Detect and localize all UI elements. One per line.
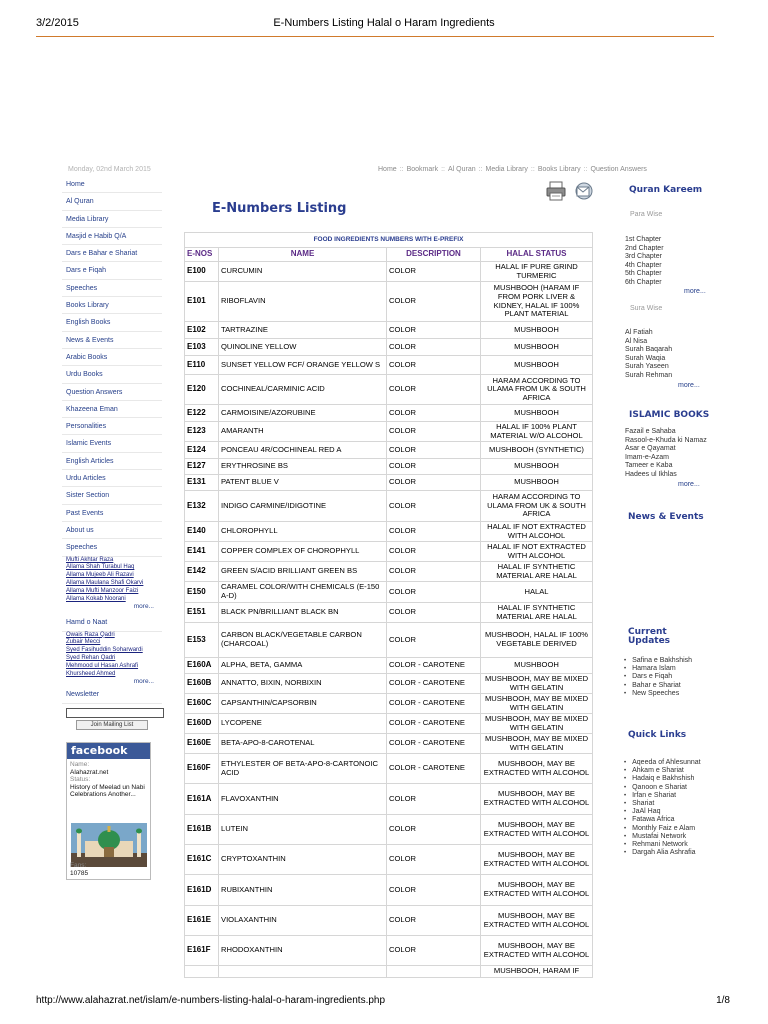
islamic-books-heading: ISLAMIC BOOKS (629, 410, 710, 420)
facebook-logo[interactable]: facebook (67, 743, 150, 759)
chapter-list (625, 236, 664, 288)
description-cell: COLOR (387, 405, 481, 422)
list-item[interactable]: • Dargah Alia Ashrafia (624, 849, 701, 857)
column-header-name: NAME (219, 248, 387, 262)
naat-more-link[interactable]: more... (133, 678, 154, 686)
e-number-cell: E161D (185, 875, 219, 906)
halal-status-cell: HALAL IF NOT EXTRACTED WITH ALCOHOL (481, 542, 593, 562)
list-item[interactable]: • Shariat (624, 800, 701, 808)
table-row (185, 603, 593, 623)
ingredient-name-cell: INDIGO CARMINE/IDIGOTINE (219, 491, 387, 522)
page-title: E-Numbers Listing (212, 201, 347, 216)
list-item[interactable]: Al Fatiah (625, 329, 653, 336)
sidebar-item-sister-section[interactable]: Sister Section (62, 487, 162, 504)
books-list (625, 428, 707, 480)
mosque-image (71, 823, 147, 867)
e-number-cell: E153 (185, 623, 219, 658)
list-item[interactable]: 1st Chapter (625, 236, 662, 243)
table-row (185, 815, 593, 845)
list-item[interactable]: 2nd Chapter (625, 244, 664, 252)
speeches-list (62, 557, 162, 604)
description-cell: COLOR - CAROTENE (387, 734, 481, 754)
list-item[interactable]: • Dars e Fiqah (624, 673, 692, 681)
e-number-cell: E132 (185, 491, 219, 522)
list-item[interactable]: • Qanoon e Shariat (624, 784, 701, 792)
fb-status-label: Status: (70, 776, 91, 783)
table-row (185, 475, 593, 491)
ingredient-name-cell: CRYPTOXANTHIN (219, 845, 387, 875)
sidebar-item-newsletter[interactable]: Newsletter (62, 686, 162, 703)
sidebar-item-khazeena-eman[interactable]: Khazeena Eman (62, 401, 162, 418)
chapters-more-link[interactable]: more... (684, 288, 706, 295)
description-cell: COLOR - CAROTENE (387, 754, 481, 784)
list-item[interactable]: 6th Chapter (625, 278, 662, 286)
sidebar-item-masjid-e-habib-q-a[interactable]: Masjid e Habib Q/A (62, 228, 162, 245)
naat-khwan-link[interactable]: Owais Raza Qadri (66, 631, 115, 638)
table-row (185, 375, 593, 405)
e-number-cell: E160C (185, 694, 219, 714)
table-row (185, 356, 593, 375)
table-row (185, 966, 593, 978)
ingredient-name-cell: COPPER COMPLEX OF CHOROPHYLL (219, 542, 387, 562)
sidebar-item-arabic-books[interactable]: Arabic Books (62, 349, 162, 366)
halal-status-cell: MUSHBOOH, MAY BE EXTRACTED WITH ALCOHOL (481, 875, 593, 906)
sidebar-item-about-us[interactable]: About us (62, 522, 162, 539)
ingredient-name-cell: GREEN S/ACID BRILLIANT GREEN BS (219, 562, 387, 582)
table-row (185, 339, 593, 356)
naat-khwan-link[interactable]: Syed Rehan Qadri (66, 655, 116, 661)
table-row (185, 875, 593, 906)
ingredient-name-cell: BETA-APO-8-CAROTENAL (219, 734, 387, 754)
description-cell: COLOR (387, 339, 481, 356)
e-number-cell (185, 966, 219, 978)
list-item[interactable]: Rasool-e-Khuda ki Namaz (625, 436, 707, 444)
ingredient-name-cell: CARMOISINE/AZORUBINE (219, 405, 387, 422)
halal-status-cell: MUSHBOOH (481, 459, 593, 475)
ingredient-name-cell: TARTRAZINE (219, 322, 387, 339)
table-row (185, 282, 593, 322)
naat-khwan-link[interactable]: Mehmood ul Hasan Ashrafi (66, 662, 139, 669)
topnav-link-home[interactable]: Home (378, 166, 397, 173)
description-cell: COLOR (387, 322, 481, 339)
halal-status-cell: HALAL IF SYNTHETIC MATERIAL ARE HALAL (481, 603, 593, 623)
topnav-link-books-library[interactable]: Books Library (537, 166, 581, 173)
ingredient-name-cell: CURCUMIN (219, 262, 387, 282)
newsletter-email-input[interactable] (66, 708, 164, 718)
description-cell: COLOR - CAROTENE (387, 674, 481, 694)
sidebar-item-urdu-articles[interactable]: Urdu Articles (62, 470, 162, 487)
table-row (185, 582, 593, 603)
ingredient-name-cell: ETHYLESTER OF BETA-APO-8-CARTONOIC ACID (219, 754, 387, 784)
ingredient-name-cell: CARBON BLACK/VEGETABLE CARBON (CHARCOAL) (219, 623, 387, 658)
halal-status-cell: MUSHBOOH, MAY BE EXTRACTED WITH ALCOHOL (481, 815, 593, 845)
column-header-description: DESCRIPTION (387, 248, 481, 262)
column-header-halal-status: HALAL STATUS (481, 248, 593, 262)
nav-separator: :: (399, 166, 404, 173)
current-updates-heading: Current Updates (628, 627, 671, 646)
table-row (185, 522, 593, 542)
printer-icon[interactable] (547, 182, 565, 200)
speaker-link[interactable]: Allama Mufti Manzoor Faizi (66, 587, 139, 594)
halal-status-cell: HARAM ACCORDING TO ULAMA FROM UK & SOUTH AFRICA (481, 375, 593, 405)
halal-status-cell: HALAL IF PURE GRIND TURMERIC (481, 262, 593, 282)
ingredient-name-cell: AMARANTH (219, 422, 387, 442)
fb-name-label: Name: (70, 761, 90, 768)
list-item[interactable]: Asar e Qayamat (625, 445, 676, 453)
sidebar-item-personalities[interactable]: Personalities (62, 418, 162, 435)
description-cell: COLOR (387, 784, 481, 815)
list-item[interactable]: • Safina e Bakhshish (624, 657, 692, 665)
speaker-link[interactable]: Allama Mujeeb Ali Razavi (66, 572, 134, 579)
sidebar-item-urdu-books[interactable]: Urdu Books (62, 366, 162, 383)
page-tools (546, 181, 598, 206)
e-number-cell: E102 (185, 322, 219, 339)
e-numbers-table (184, 232, 593, 978)
list-item[interactable]: Hadees ul Ikhlas (625, 470, 677, 478)
topnav-link-al-quran[interactable]: Al Quran (447, 166, 476, 173)
table-row (185, 623, 593, 658)
table-row (185, 459, 593, 475)
suras-more-link[interactable]: more... (678, 382, 700, 389)
e-number-cell: E160E (185, 734, 219, 754)
description-cell: COLOR (387, 459, 481, 475)
ingredient-name-cell: LYCOPENE (219, 714, 387, 734)
halal-status-cell: MUSHBOOH, MAY BE EXTRACTED WITH ALCOHOL (481, 936, 593, 966)
sidebar-item-english-articles[interactable]: English Articles (62, 453, 162, 470)
table-row (185, 784, 593, 815)
halal-status-cell: MUSHBOOH (481, 356, 593, 375)
speaker-link[interactable]: Allama Kokab Noorani (66, 595, 126, 602)
ingredient-name-cell: FLAVOXANTHIN (219, 784, 387, 815)
sidebar-item-speeches[interactable]: Speeches (62, 280, 162, 297)
halal-status-cell: MUSHBOOH (481, 658, 593, 674)
e-number-cell: E100 (185, 262, 219, 282)
print-title: E-Numbers Listing Halal o Haram Ingredients (273, 17, 495, 29)
halal-status-cell: MUSHBOOH, MAY BE EXTRACTED WITH ALCOHOL (481, 845, 593, 875)
halal-status-cell: HALAL IF NOT EXTRACTED WITH ALCOHOL (481, 522, 593, 542)
current-date: Monday, 02nd March 2015 (68, 166, 151, 173)
halal-status-cell: MUSHBOOH, HARAM IF (481, 966, 593, 978)
speeches-more-link[interactable]: more... (133, 603, 154, 611)
sidebar-item-dars-e-fiqah[interactable]: Dars e Fiqah (62, 262, 162, 279)
e-number-cell: E160B (185, 674, 219, 694)
halal-status-cell: HALAL IF SYNTHETIC MATERIAL ARE HALAL (481, 562, 593, 582)
ingredient-name-cell: CHLOROPHYLL (219, 522, 387, 542)
sidebar-item-speeches[interactable]: Speeches (62, 539, 162, 556)
table-row (185, 542, 593, 562)
e-number-cell: E160A (185, 658, 219, 674)
ingredient-name-cell: ALPHA, BETA, GAMMA (219, 658, 387, 674)
sidebar-item-past-events[interactable]: Past Events (62, 505, 162, 522)
sidebar-item-al-quran[interactable]: Al Quran (62, 193, 162, 210)
list-item[interactable]: • Rehmani Network (624, 841, 701, 849)
halal-status-cell: MUSHBOOH, MAY BE EXTRACTED WITH ALCOHOL (481, 754, 593, 784)
list-item[interactable]: • Monthly Faiz e Alam (624, 825, 701, 833)
ingredient-name-cell: RHODOXANTHIN (219, 936, 387, 966)
list-item[interactable]: Surah Waqia (625, 354, 666, 362)
table-row (185, 658, 593, 674)
description-cell: COLOR (387, 542, 481, 562)
e-number-cell: E123 (185, 422, 219, 442)
description-cell: COLOR (387, 875, 481, 906)
news-events-heading: News & Events (628, 512, 704, 522)
sidebar-item-islamic-events[interactable]: Islamic Events (62, 435, 162, 452)
speaker-link[interactable]: Allama Shah Turabul Haq (66, 564, 135, 571)
para-wise-label: Para Wise (630, 211, 663, 218)
column-header-enos: E-NOS (185, 248, 219, 262)
description-cell: COLOR (387, 815, 481, 845)
e-number-cell: E120 (185, 375, 219, 405)
list-item[interactable]: Surah Rehman (625, 371, 673, 379)
e-number-cell: E131 (185, 475, 219, 491)
top-navigation (378, 166, 647, 173)
list-item[interactable]: • Ahkam e Shariat (624, 767, 701, 775)
description-cell: COLOR (387, 906, 481, 936)
table-row (185, 714, 593, 734)
ingredient-name-cell: LUTEIN (219, 815, 387, 845)
sidebar-item-question-answers[interactable]: Question Answers (62, 384, 162, 401)
halal-status-cell: MUSHBOOH, MAY BE MIXED WITH GELATIN (481, 674, 593, 694)
e-number-cell: E161A (185, 784, 219, 815)
print-url: http://www.alahazrat.net/islam/e-numbers-listing-halal-o-haram-ingredients.php (36, 995, 386, 1006)
list-item[interactable]: Al Nisa (625, 337, 648, 345)
e-number-cell: E141 (185, 542, 219, 562)
speaker-link[interactable]: Allama Maulana Shafi Okarvi (66, 579, 144, 586)
table-caption: FOOD INGREDIENTS NUMBERS WITH E-PREFIX (185, 233, 593, 248)
table-row (185, 322, 593, 339)
table-row (185, 442, 593, 459)
ingredient-name-cell: ANNATTO, BIXIN, NORBIXIN (219, 674, 387, 694)
list-item[interactable]: 5th Chapter (625, 270, 662, 278)
e-number-cell: E160D (185, 714, 219, 734)
list-item[interactable]: Imam-e-Azam (625, 453, 669, 461)
description-cell: COLOR (387, 522, 481, 542)
ingredient-name-cell: PATENT BLUE V (219, 475, 387, 491)
description-cell: COLOR (387, 282, 481, 322)
description-cell: COLOR (387, 582, 481, 603)
fb-fans-count: 10785 (70, 869, 89, 877)
list-item[interactable]: • Mustafai Network (624, 833, 701, 841)
nav-separator: :: (583, 166, 588, 173)
ingredient-name-cell: CARAMEL COLOR/WITH CHEMICALS (E-150 A-D) (219, 582, 387, 603)
description-cell: COLOR (387, 375, 481, 405)
print-page-number: 1/8 (716, 995, 730, 1006)
quick-links-heading: Quick Links (628, 730, 687, 740)
e-number-cell: E140 (185, 522, 219, 542)
table-row (185, 422, 593, 442)
list-item[interactable]: Surah Yaseen (625, 363, 669, 371)
join-mailing-list-button[interactable]: Join Mailing List (76, 720, 148, 730)
sidebar-item-dars-e-bahar-e-shariat[interactable]: Dars e Bahar e Shariat (62, 245, 162, 262)
ingredient-name-cell: BLACK PN/BRILLIANT BLACK BN (219, 603, 387, 623)
list-item[interactable]: • Fatawa Africa (624, 816, 701, 824)
table-row (185, 734, 593, 754)
table-row (185, 906, 593, 936)
halal-status-cell: MUSHBOOH, MAY BE MIXED WITH GELATIN (481, 734, 593, 754)
halal-status-cell: MUSHBOOH, MAY BE EXTRACTED WITH ALCOHOL (481, 784, 593, 815)
description-cell: COLOR (387, 562, 481, 582)
e-number-cell: E150 (185, 582, 219, 603)
list-item[interactable]: • Hamara Islam (624, 665, 692, 673)
e-number-cell: E161B (185, 815, 219, 845)
description-cell: COLOR (387, 491, 481, 522)
halal-status-cell: MUSHBOOH (SYNTHETIC) (481, 442, 593, 459)
halal-status-cell: HALAL IF 100% PLANT MATERIAL W/O ALCOHOL (481, 422, 593, 442)
description-cell: COLOR (387, 356, 481, 375)
halal-status-cell: MUSHBOOH (481, 322, 593, 339)
list-item[interactable]: • Irfan e Shariat (624, 792, 701, 800)
description-cell: COLOR - CAROTENE (387, 658, 481, 674)
nav-separator: :: (478, 166, 483, 173)
sidebar-item-media-library[interactable]: Media Library (62, 211, 162, 228)
topnav-link-media-library[interactable]: Media Library (485, 166, 528, 173)
table-row (185, 845, 593, 875)
list-item[interactable]: • Aqeeda of Ahlesunnat (624, 759, 701, 767)
list-item[interactable]: • JaAl Haq (624, 808, 701, 816)
naat-khwan-link[interactable]: Zubair Mecci (66, 639, 101, 646)
halal-status-cell: MUSHBOOH (481, 405, 593, 422)
sura-wise-label: Sura Wise (630, 305, 663, 312)
sidebar-item-hamd-o-naat[interactable]: Hamd o Naat (62, 614, 162, 631)
table-row (185, 694, 593, 714)
ingredient-name-cell: QUINOLINE YELLOW (219, 339, 387, 356)
header-divider (36, 36, 714, 37)
sura-list (625, 329, 672, 381)
description-cell: COLOR (387, 442, 481, 459)
description-cell: COLOR (387, 845, 481, 875)
sidebar-item-home[interactable]: Home (62, 176, 162, 193)
e-number-cell: E122 (185, 405, 219, 422)
nav-separator: :: (441, 166, 445, 173)
list-item[interactable]: Tameer e Kaba (625, 462, 673, 470)
email-page-icon[interactable] (576, 183, 592, 199)
e-number-cell: E124 (185, 442, 219, 459)
description-cell: COLOR (387, 936, 481, 966)
e-number-cell: E161F (185, 936, 219, 966)
quran-kareem-heading: Quran Kareem (629, 185, 703, 195)
e-number-cell: E161E (185, 906, 219, 936)
description-cell (387, 966, 481, 978)
halal-status-cell: MUSHBOOH, HALAL IF 100% VEGETABLE DERIVED (481, 623, 593, 658)
ingredient-name-cell: PONCEAU 4R/COCHINEAL RED A (219, 442, 387, 459)
ingredient-name-cell: COCHINEAL/CARMINIC ACID (219, 375, 387, 405)
quick-links-list (624, 759, 701, 857)
list-item[interactable]: Fazail e Sahaba (625, 428, 676, 435)
description-cell: COLOR (387, 422, 481, 442)
description-cell: COLOR (387, 475, 481, 491)
ingredient-name-cell: SUNSET YELLOW FCF/ ORANGE YELLOW S (219, 356, 387, 375)
fb-status: History of Meelad un Nabi Celebrations Another... (70, 783, 145, 798)
e-number-cell: E103 (185, 339, 219, 356)
print-date: 3/2/2015 (36, 17, 79, 29)
naat-list (62, 632, 162, 679)
left-sidebar (62, 176, 162, 730)
facebook-widget[interactable] (66, 742, 151, 880)
halal-status-cell: HARAM ACCORDING TO ULAMA FROM UK & SOUTH AFRICA (481, 491, 593, 522)
table-row (185, 491, 593, 522)
nav-separator: :: (530, 166, 535, 173)
sidebar-item-english-books[interactable]: English Books (62, 314, 162, 331)
e-number-cell: E151 (185, 603, 219, 623)
list-item[interactable]: 3rd Chapter (625, 253, 662, 261)
updates-list (624, 657, 692, 698)
sidebar-item-books-library[interactable]: Books Library (62, 297, 162, 314)
description-cell: COLOR - CAROTENE (387, 694, 481, 714)
e-number-cell: E160F (185, 754, 219, 784)
topnav-link-bookmark[interactable]: Bookmark (406, 166, 439, 173)
ingredient-name-cell: RIBOFLAVIN (219, 282, 387, 322)
list-item[interactable]: 4th Chapter (625, 261, 662, 269)
e-number-cell: E161C (185, 845, 219, 875)
books-more-link[interactable]: more... (678, 481, 700, 488)
speaker-link[interactable]: Mufti Akhtar Raza (66, 556, 114, 563)
naat-khwan-link[interactable]: Syed Fasihuddin Soharwardi (66, 647, 143, 654)
halal-status-cell: MUSHBOOH (481, 475, 593, 491)
table-row (185, 562, 593, 582)
sidebar-item-news-events[interactable]: News & Events (62, 332, 162, 349)
topnav-link-question-answers[interactable]: Question Answers (590, 166, 647, 173)
list-item[interactable]: • Hadaiq e Bakhshish (624, 775, 701, 783)
e-number-cell: E110 (185, 356, 219, 375)
halal-status-cell: MUSHBOOH, MAY BE MIXED WITH GELATIN (481, 714, 593, 734)
list-item[interactable]: Surah Baqarah (625, 346, 673, 354)
description-cell: COLOR - CAROTENE (387, 714, 481, 734)
ingredient-name-cell: VIOLAXANTHIN (219, 906, 387, 936)
table-row (185, 405, 593, 422)
e-number-cell: E101 (185, 282, 219, 322)
table-row (185, 674, 593, 694)
ingredient-name-cell (219, 966, 387, 978)
halal-status-cell: MUSHBOOH, MAY BE EXTRACTED WITH ALCOHOL (481, 906, 593, 936)
table-row (185, 936, 593, 966)
naat-khwan-link[interactable]: Khursheed Ahmed (66, 670, 116, 677)
halal-status-cell: MUSHBOOH (HARAM IF FROM PORK LIVER & KIDNEY, HALAL IF 100% PLANT MATERIAL (481, 282, 593, 322)
list-item[interactable]: • Bahar e Shariat (624, 682, 692, 690)
e-number-cell: E142 (185, 562, 219, 582)
halal-status-cell: MUSHBOOH, MAY BE MIXED WITH GELATIN (481, 694, 593, 714)
ingredient-name-cell: ERYTHROSINE BS (219, 459, 387, 475)
fb-fans-label: Fans: (70, 862, 87, 869)
halal-status-cell: MUSHBOOH (481, 339, 593, 356)
halal-status-cell: HALAL (481, 582, 593, 603)
fb-page-name[interactable]: Alahazrat.net (70, 768, 109, 776)
table-row (185, 754, 593, 784)
description-cell: COLOR (387, 262, 481, 282)
ingredient-name-cell: CAPSANTHIN/CAPSORBIN (219, 694, 387, 714)
description-cell: COLOR (387, 623, 481, 658)
table-row (185, 262, 593, 282)
e-number-cell: E127 (185, 459, 219, 475)
list-item[interactable]: • New Speeches (624, 690, 692, 698)
description-cell: COLOR (387, 603, 481, 623)
ingredient-name-cell: RUBIXANTHIN (219, 875, 387, 906)
